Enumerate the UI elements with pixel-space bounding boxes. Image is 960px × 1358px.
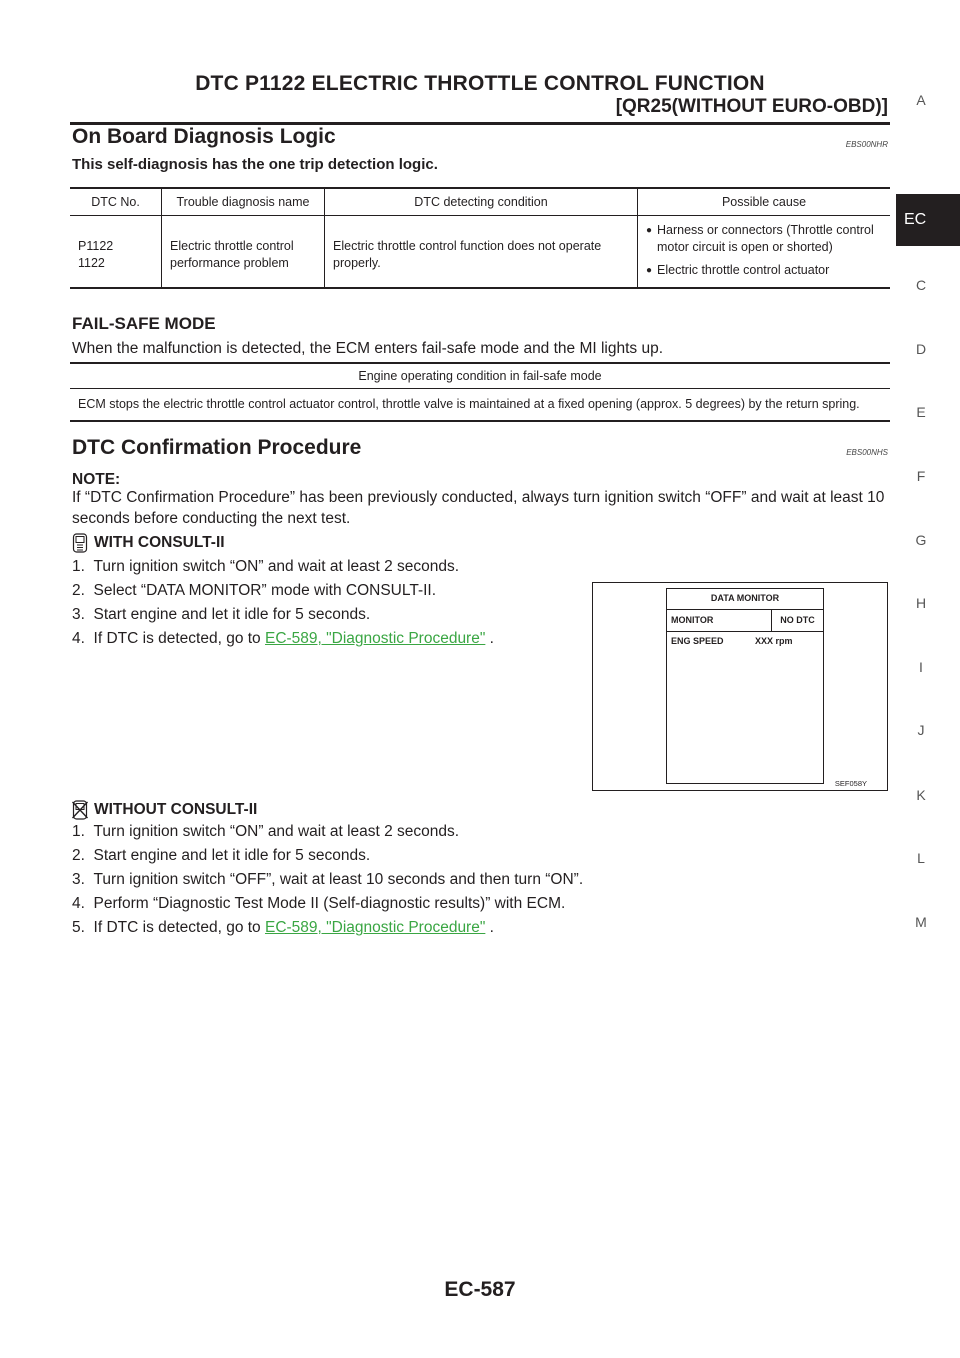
side-index-i[interactable]: I [919, 659, 923, 675]
with-consult-heading [72, 533, 225, 553]
failsafe-title: FAIL-SAFE MODE [72, 314, 216, 333]
eng-speed-value: XXX rpm [755, 636, 793, 646]
side-index-l[interactable]: L [917, 850, 925, 866]
data-monitor-header-row [667, 610, 823, 632]
dtc-number-short: 1122 [78, 256, 105, 270]
list-item [646, 222, 882, 256]
side-index-h[interactable]: H [915, 595, 927, 611]
list-item: 1. Turn ignition switch “ON” and wait at least 2 seconds. [72, 558, 460, 575]
bullet-icon: ● [646, 265, 653, 276]
list-item: 3. Turn ignition switch “OFF”, wait at least 10 seconds and then turn “ON”. [72, 871, 584, 888]
side-index-m[interactable]: M [915, 914, 927, 930]
step-suffix: . [485, 630, 494, 647]
list-item: 4. Perform “Diagnostic Test Mode II (Self-diagnostic results)” with ECM. [72, 895, 566, 912]
obd-intro: This self-diagnosis has the one trip detection logic. [72, 156, 438, 173]
dtc-detecting-condition: Electric throttle control function does not operate properly. [325, 216, 638, 289]
data-monitor-figure [592, 582, 888, 791]
list-item [72, 916, 583, 940]
figure-code: SEF058Y [834, 779, 867, 788]
side-index-ec-active[interactable]: EC [896, 194, 960, 246]
table-row [70, 216, 890, 289]
side-index-k[interactable]: K [916, 787, 926, 803]
side-index-j[interactable]: J [917, 722, 925, 738]
note-title: NOTE: [72, 471, 121, 488]
dtc-table-header: DTC detecting condition [325, 188, 638, 216]
diagnostic-procedure-link[interactable]: EC-589, "Diagnostic Procedure" [264, 630, 486, 647]
no-dtc-label: NO DTC [780, 615, 815, 625]
with-consult-label: WITH CONSULT-II [94, 534, 225, 551]
dtc-table-header: Trouble diagnosis name [162, 188, 325, 216]
step-text: 5. If DTC is detected, go to [72, 919, 265, 936]
list-item: 1. Turn ignition switch “ON” and wait at least 2 seconds. [72, 823, 460, 840]
list-item [646, 262, 882, 279]
dtc-number: P1122 [78, 239, 114, 253]
possible-cause: Harness or connectors (Throttle control motor circuit is open or shorted) [657, 223, 874, 254]
section-code-confirmation: EBS00NHS [846, 448, 888, 457]
failsafe-description: ECM stops the electric throttle control actuator control, throttle valve is maintained at a fixed opening (approx. 5 degrees) by the return spring. [70, 389, 890, 422]
list-item: 2. Start engine and let it idle for 5 seconds. [72, 847, 371, 864]
page-header-subtitle: [QR25(WITHOUT EURO-OBD)] [615, 96, 888, 117]
section-code-obd: EBS00NHR [845, 140, 888, 149]
data-monitor-row [667, 632, 823, 646]
trouble-diagnosis-name: Electric throttle control performance problem [162, 216, 325, 289]
without-consult-heading [72, 800, 257, 820]
step-text: 4. If DTC is detected, go to [72, 630, 265, 647]
data-monitor-screen [666, 588, 824, 784]
list-item [72, 627, 494, 651]
side-index-e[interactable]: E [916, 404, 926, 420]
list-item: 3. Start engine and let it idle for 5 seconds. [72, 606, 371, 623]
side-index-g[interactable]: G [915, 532, 927, 548]
failsafe-table-header: Engine operating condition in fail-safe mode [70, 363, 890, 389]
monitor-label: MONITOR [667, 610, 772, 631]
bullet-icon: ● [646, 225, 653, 236]
section-title-confirmation: DTC Confirmation Procedure [72, 436, 362, 459]
data-monitor-title: DATA MONITOR [667, 589, 823, 610]
side-index-a[interactable]: A [916, 92, 926, 108]
diagnostic-procedure-link[interactable]: EC-589, "Diagnostic Procedure" [264, 919, 486, 936]
eng-speed-label: ENG SPEED [671, 636, 724, 646]
without-consult-label: WITHOUT CONSULT-II [94, 801, 258, 818]
page-header-title: DTC P1122 ELECTRIC THROTTLE CONTROL FUNCTION [195, 72, 765, 95]
side-index-f[interactable]: F [916, 468, 926, 484]
dtc-table-header: DTC No. [70, 188, 162, 216]
side-index-d[interactable]: D [915, 341, 927, 357]
side-index-c[interactable]: C [915, 277, 927, 293]
no-consult-tool-icon [72, 800, 88, 820]
step-suffix: . [485, 919, 494, 936]
dtc-table [70, 187, 890, 289]
without-consult-steps [72, 820, 583, 940]
failsafe-text: When the malfunction is detected, the ECM enters fail-safe mode and the MI lights up. [72, 340, 664, 357]
list-item: 2. Select “DATA MONITOR” mode with CONSULT-II. [72, 582, 437, 599]
failsafe-table [70, 362, 890, 422]
consult-tool-icon [72, 533, 88, 553]
note-text: If “DTC Confirmation Procedure” has been previously conducted, always turn ignition switch “OFF” and wait at least 10 seconds before conducting the next test. [72, 489, 885, 527]
table-row [70, 389, 890, 422]
page-number: EC-587 [444, 1278, 516, 1301]
dtc-table-header: Possible cause [638, 188, 891, 216]
possible-cause: Electric throttle control actuator [657, 263, 830, 277]
with-consult-steps [72, 555, 494, 651]
section-title-obd: On Board Diagnosis Logic [72, 125, 336, 148]
